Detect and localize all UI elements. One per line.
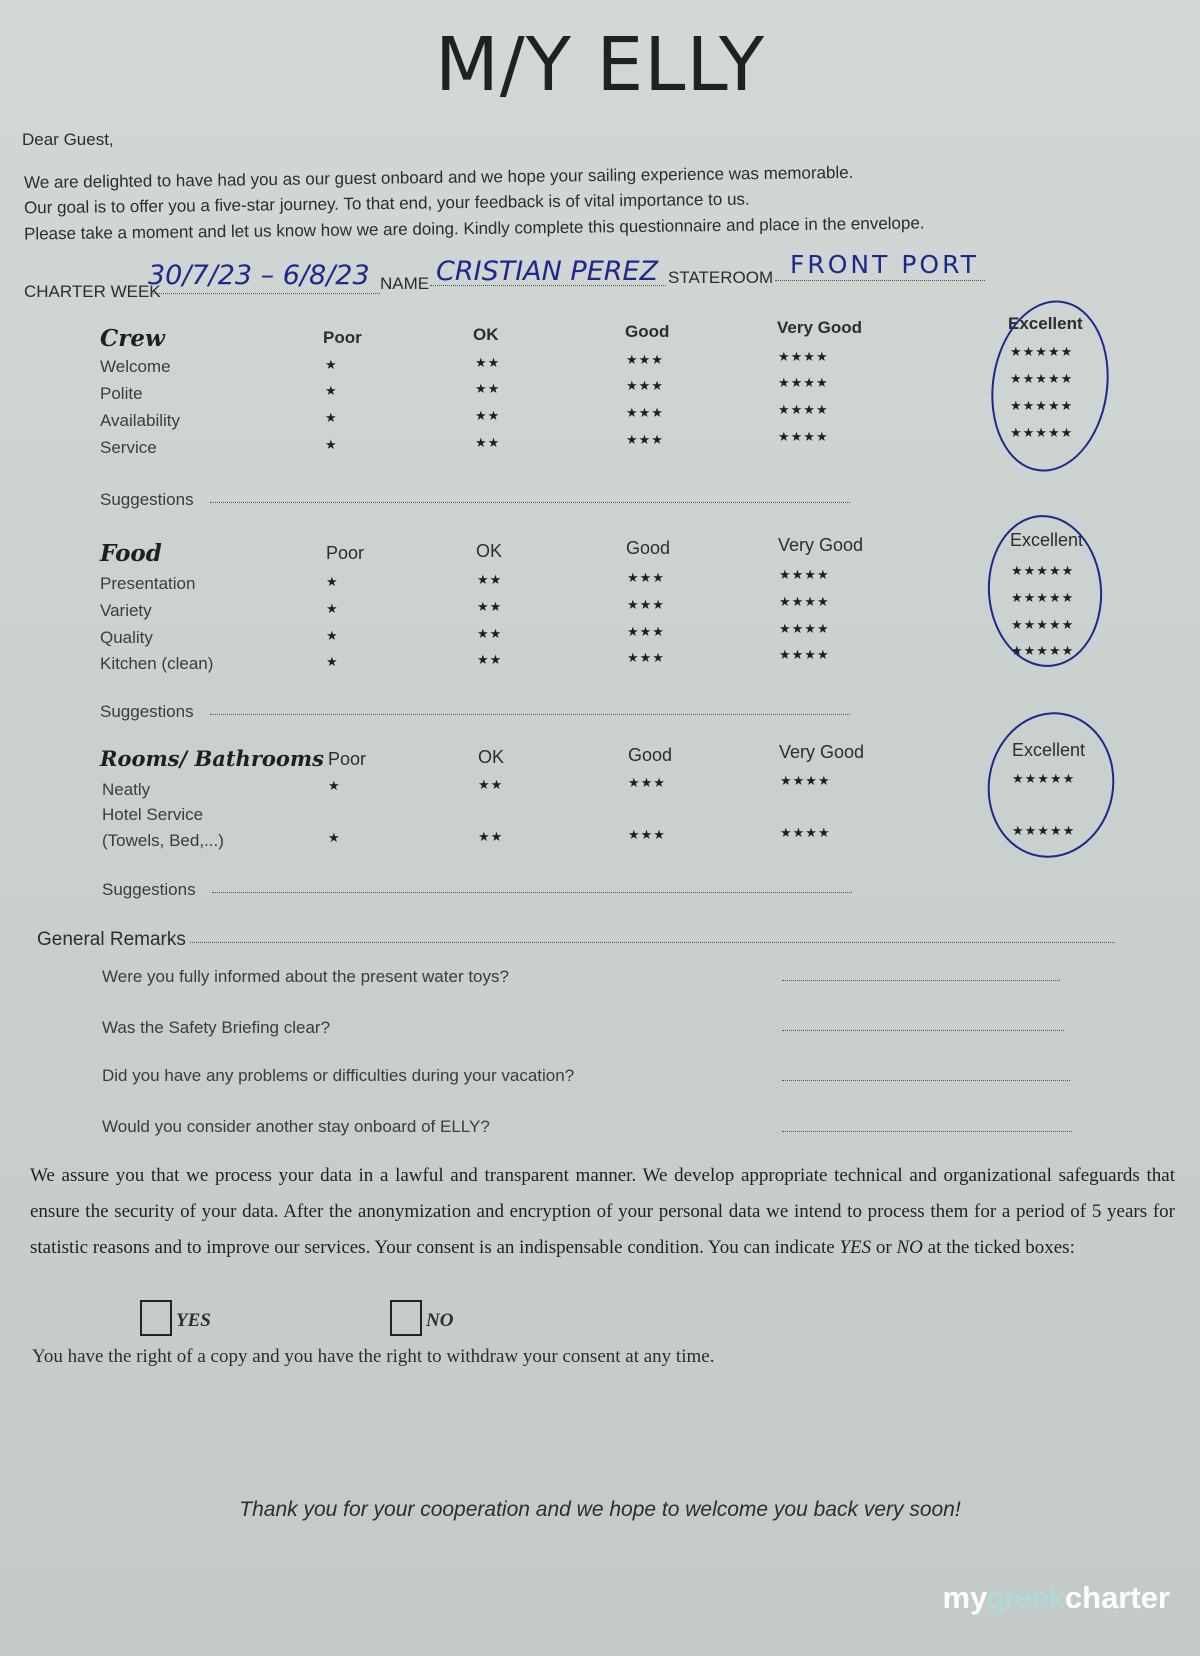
food-suggestions-label: Suggestions <box>100 702 194 721</box>
star-rating[interactable]: ★★★★★ <box>1011 590 1075 605</box>
star-rating[interactable]: ★★★ <box>628 775 666 790</box>
star-rating[interactable]: ★★★ <box>626 352 664 367</box>
star-rating[interactable]: ★★★★★ <box>1012 823 1076 838</box>
crew-header-very-good: Very Good <box>777 318 863 337</box>
intro-line-1: We are delighted to have had you as our guest onboard and we hope your sailing experience was memorable. <box>23 162 854 193</box>
charter-week-label: CHARTER WEEK <box>24 282 161 301</box>
section-title-food: Food <box>100 540 162 567</box>
stateroom-label: STATEROOM <box>668 268 774 287</box>
food-excellent-circle <box>983 511 1107 671</box>
food-item-presentation: Presentation <box>100 574 196 593</box>
crew-header-poor: Poor <box>323 328 362 347</box>
general-remarks-input[interactable] <box>190 942 1115 943</box>
star-rating[interactable]: ★ <box>326 628 339 643</box>
charter-week-dotline <box>150 293 380 294</box>
rooms-item-neatly: Neatly <box>102 780 151 799</box>
star-rating[interactable]: ★ <box>325 437 338 452</box>
star-rating[interactable]: ★ <box>325 357 338 372</box>
question-safety-briefing: Was the Safety Briefing clear? <box>102 1018 331 1037</box>
star-rating[interactable]: ★★★★ <box>779 647 830 662</box>
star-rating[interactable]: ★★★★ <box>780 773 831 788</box>
rooms-item-towels-bed: (Towels, Bed,...) <box>102 831 224 850</box>
answer-water-toys[interactable] <box>782 980 1060 981</box>
star-rating[interactable]: ★★ <box>477 652 503 667</box>
star-rating[interactable]: ★ <box>328 778 341 793</box>
logo-part-charter: charter <box>1064 1580 1170 1615</box>
crew-header-good: Good <box>625 322 670 341</box>
rooms-header-very-good: Very Good <box>779 742 865 762</box>
crew-suggestions-input[interactable] <box>210 502 850 503</box>
star-rating[interactable]: ★★★★ <box>778 375 829 390</box>
crew-header-ok: OK <box>473 325 499 344</box>
star-rating[interactable]: ★★★ <box>627 570 665 585</box>
star-rating[interactable]: ★ <box>328 830 341 845</box>
consent-no-label: NO <box>426 1310 454 1331</box>
star-rating[interactable]: ★★★ <box>626 378 664 393</box>
rooms-excellent-circle <box>976 702 1125 868</box>
food-header-good: Good <box>626 538 671 558</box>
thank-you-note: Thank you for your cooperation and we hope to welcome you back very soon! <box>239 1498 961 1521</box>
consent-paragraph <box>30 1158 1175 1266</box>
rooms-header-good: Good <box>628 745 673 765</box>
crew-excellent-circle <box>981 293 1120 479</box>
star-rating[interactable]: ★★★★★ <box>1011 617 1075 632</box>
greeting: Dear Guest, <box>22 130 114 149</box>
food-header-poor: Poor <box>326 543 365 563</box>
rooms-header-ok: OK <box>478 747 505 767</box>
star-rating[interactable]: ★ <box>325 383 338 398</box>
star-rating[interactable]: ★★★★ <box>778 429 829 444</box>
star-rating[interactable]: ★★★ <box>627 597 665 612</box>
star-rating[interactable]: ★★ <box>478 829 504 844</box>
rooms-suggestions-label: Suggestions <box>102 880 196 899</box>
charter-week-value[interactable]: 30/7/23 – 6/8/23 <box>148 260 370 291</box>
star-rating[interactable]: ★★ <box>477 572 503 587</box>
consent-text-1: We assure you that we process your data in a lawful and transparent manner. We develop appropriate technical and organizational safeguards that ensure the security of your data. After the anonymization and encryption of your personal data we intend to process them for a period of 5 years for statistic reasons and to improve our services. Your consent is an indispensable condition. You can indicate <box>30 1165 1175 1258</box>
star-rating[interactable]: ★★ <box>477 599 503 614</box>
answer-safety-briefing[interactable] <box>782 1030 1064 1031</box>
star-rating[interactable]: ★★★ <box>626 405 664 420</box>
mygreekcharter-watermark-logo <box>943 1580 1170 1616</box>
logo-part-greek: greek <box>987 1580 1065 1615</box>
food-item-kitchen: Kitchen (clean) <box>100 654 214 673</box>
question-problems: Did you have any problems or difficulties during your vacation? <box>102 1066 575 1085</box>
star-rating[interactable]: ★★★★★ <box>1010 371 1074 386</box>
document-title: M/Y ELLY <box>434 22 766 108</box>
consent-rights: You have the right of a copy and you have the right to withdraw your consent at any time. <box>32 1346 715 1367</box>
star-rating[interactable]: ★ <box>326 601 339 616</box>
food-item-variety: Variety <box>100 601 152 620</box>
food-header-ok: OK <box>476 541 503 561</box>
logo-part-my: my <box>942 1580 988 1615</box>
star-rating[interactable]: ★★★★ <box>779 621 830 636</box>
rooms-item-hotel-service: Hotel Service <box>102 805 204 824</box>
consent-yes-label: YES <box>176 1310 211 1331</box>
answer-another-stay[interactable] <box>782 1131 1072 1132</box>
name-dotline <box>430 285 666 286</box>
star-rating[interactable]: ★★★ <box>628 827 666 842</box>
consent-yes-checkbox[interactable] <box>140 1300 172 1336</box>
food-suggestions-input[interactable] <box>210 714 850 715</box>
crew-header-excellent: Excellent <box>1008 314 1083 333</box>
rooms-header-excellent: Excellent <box>1012 740 1086 760</box>
consent-yes-word: YES <box>839 1237 872 1258</box>
star-rating[interactable]: ★★ <box>477 626 503 641</box>
answer-problems[interactable] <box>782 1080 1070 1081</box>
star-rating[interactable]: ★★★★★ <box>1011 563 1075 578</box>
food-header-very-good: Very Good <box>778 535 864 555</box>
star-rating[interactable]: ★★★★★ <box>1011 643 1075 658</box>
crew-item-welcome: Welcome <box>100 357 171 376</box>
star-rating[interactable]: ★★★★ <box>778 402 829 417</box>
consent-text-2: at the ticked boxes: <box>922 1237 1075 1258</box>
star-rating[interactable]: ★★ <box>478 777 504 792</box>
star-rating[interactable]: ★★★★★ <box>1010 398 1074 413</box>
intro-line-2: Our goal is to offer you a five-star journey. To that end, your feedback is of vital importance to us. <box>23 189 750 218</box>
star-rating[interactable]: ★★ <box>475 408 501 423</box>
star-rating[interactable]: ★★★★ <box>778 349 829 364</box>
star-rating[interactable]: ★★★★★ <box>1010 344 1074 359</box>
stateroom-dotline <box>775 280 985 281</box>
star-rating[interactable]: ★★★ <box>626 432 664 447</box>
star-rating[interactable]: ★ <box>325 410 338 425</box>
crew-item-service: Service <box>100 438 157 457</box>
star-rating[interactable]: ★★★★ <box>779 567 830 582</box>
star-rating[interactable]: ★ <box>326 654 339 669</box>
question-water-toys: Were you fully informed about the present water toys? <box>102 967 509 986</box>
section-title-crew: Crew <box>100 325 165 352</box>
star-rating[interactable]: ★★★★★ <box>1010 425 1074 440</box>
star-rating[interactable]: ★★★★★ <box>1012 771 1076 786</box>
stateroom-value[interactable]: FRONT PORT <box>790 250 979 279</box>
food-item-quality: Quality <box>100 628 153 647</box>
intro-line-3: Please take a moment and let us know how we are doing. Kindly complete this questionnaire and place in the envelope. <box>23 213 925 244</box>
consent-or-word: or <box>871 1237 897 1258</box>
star-rating[interactable]: ★★★ <box>627 650 665 665</box>
star-rating[interactable]: ★★ <box>475 435 501 450</box>
star-rating[interactable]: ★ <box>326 574 339 589</box>
rooms-suggestions-input[interactable] <box>212 892 852 893</box>
section-title-rooms: Rooms/ Bathrooms <box>100 746 324 771</box>
question-another-stay: Would you consider another stay onboard of ELLY? <box>102 1117 490 1136</box>
crew-item-polite: Polite <box>100 384 143 403</box>
consent-no-checkbox[interactable] <box>390 1300 422 1336</box>
food-header-excellent: Excellent <box>1010 530 1084 550</box>
general-remarks-label: General Remarks <box>37 929 186 950</box>
name-label: NAME <box>380 274 430 293</box>
crew-suggestions-label: Suggestions <box>100 490 194 509</box>
name-value[interactable]: CRISTIAN PEREZ <box>436 256 659 287</box>
star-rating[interactable]: ★★★★ <box>780 825 831 840</box>
star-rating[interactable]: ★★ <box>475 355 501 370</box>
star-rating[interactable]: ★★★★ <box>779 594 830 609</box>
consent-no-word: NO <box>896 1237 923 1258</box>
star-rating[interactable]: ★★★ <box>627 624 665 639</box>
crew-item-availability: Availability <box>100 411 181 430</box>
rooms-header-poor: Poor <box>328 749 367 769</box>
star-rating[interactable]: ★★ <box>475 381 501 396</box>
